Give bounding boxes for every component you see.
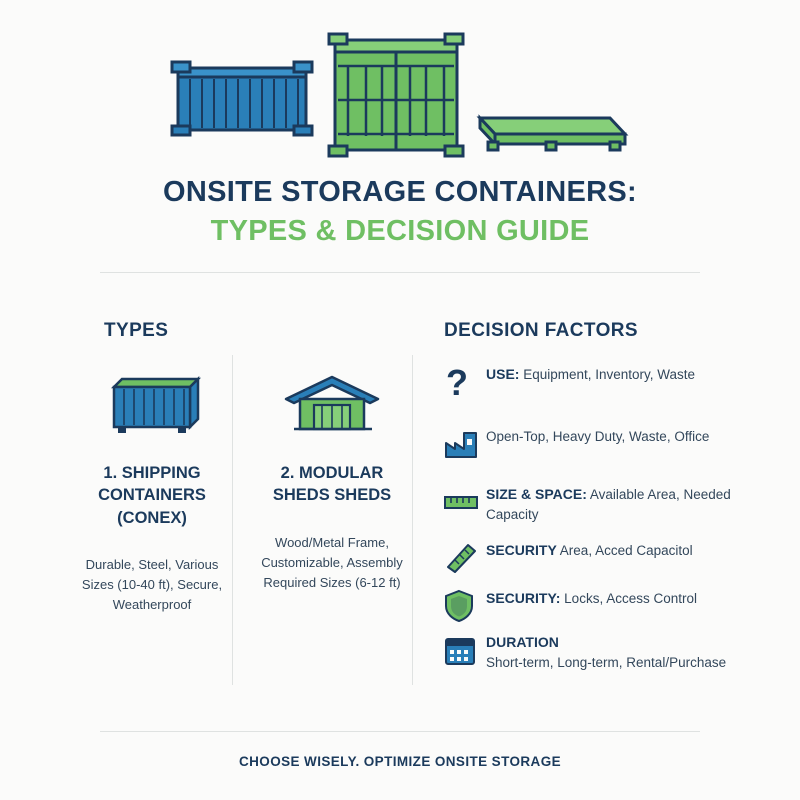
factor-security-area — [444, 538, 749, 578]
calendar-icon — [444, 630, 486, 670]
type-description: Wood/Metal Frame, Customizable, Assembly Required Sizes (6-12 ft) — [261, 534, 403, 590]
page-title: ONSITE STORAGE CONTAINERS: — [163, 176, 637, 208]
factor-text — [486, 482, 749, 524]
factor-duration — [444, 630, 749, 672]
type-name: 2. MODULAR SHEDS SHEDS — [272, 464, 392, 505]
factor-text — [486, 630, 726, 672]
factor-label: SECURITY — [486, 542, 557, 558]
factors-section-heading: DECISION FACTORS — [444, 320, 638, 341]
factor-text — [486, 586, 697, 609]
vertical-separator-1 — [232, 355, 233, 685]
page-subtitle: TYPES & DECISION GUIDE — [210, 215, 590, 248]
question-mark-icon — [444, 362, 486, 402]
ruler-icon — [444, 482, 486, 522]
blue-shipping-container-icon — [172, 62, 312, 135]
measuring-tape-icon — [444, 538, 486, 578]
factor-label: SIZE & SPACE: — [486, 486, 587, 502]
svg-text:?: ? — [446, 363, 468, 401]
factor-label: SECURITY: — [486, 590, 561, 606]
factor-body: Short-term, Long-term, Rental/Purchase — [486, 654, 727, 670]
footer-tagline: CHOOSE WISELY. OPTIMIZE ONSITE STORAGE — [239, 754, 561, 769]
factor-label: DURATION — [486, 634, 559, 650]
factor-body: Equipment, Inventory, Waste — [519, 367, 696, 382]
factor-text — [486, 424, 709, 447]
factor-body: Locks, Access Control — [560, 591, 697, 606]
factor-label: USE: — [486, 366, 520, 382]
vertical-separator-2 — [412, 355, 413, 685]
factor-body: Area, Acced Capacitol — [556, 543, 693, 558]
title-block — [0, 175, 800, 249]
factory-icon — [444, 424, 486, 464]
factor-text — [486, 362, 695, 385]
divider-top — [100, 272, 700, 273]
factor-size-space — [444, 482, 749, 524]
shipping-container-icon — [72, 360, 232, 450]
modular-shed-icon — [252, 360, 412, 450]
divider-bottom — [100, 731, 700, 732]
types-section-heading: TYPES — [104, 320, 169, 341]
factor-security-locks — [444, 586, 749, 626]
factor-text — [486, 538, 693, 561]
type-column-shipping-containers — [72, 360, 232, 615]
factor-use — [444, 362, 749, 402]
green-flat-rack-container-icon — [480, 118, 625, 150]
green-shipping-container-doors-icon — [329, 34, 463, 156]
factor-body: Available Area, Needed Capacity — [486, 487, 731, 522]
factor-types — [444, 424, 749, 464]
type-description: Durable, Steel, Various Sizes (10-40 ft), Secure, Weatherproof — [81, 556, 223, 613]
type-name: 1. SHIPPING CONTAINERS (CONEX) — [98, 464, 206, 527]
shield-icon — [444, 586, 486, 626]
type-column-modular-sheds — [252, 360, 412, 593]
factor-body: Open-Top, Heavy Duty, Waste, Office — [486, 429, 710, 444]
hero-svg — [170, 22, 630, 172]
hero-illustration-group — [0, 22, 800, 172]
